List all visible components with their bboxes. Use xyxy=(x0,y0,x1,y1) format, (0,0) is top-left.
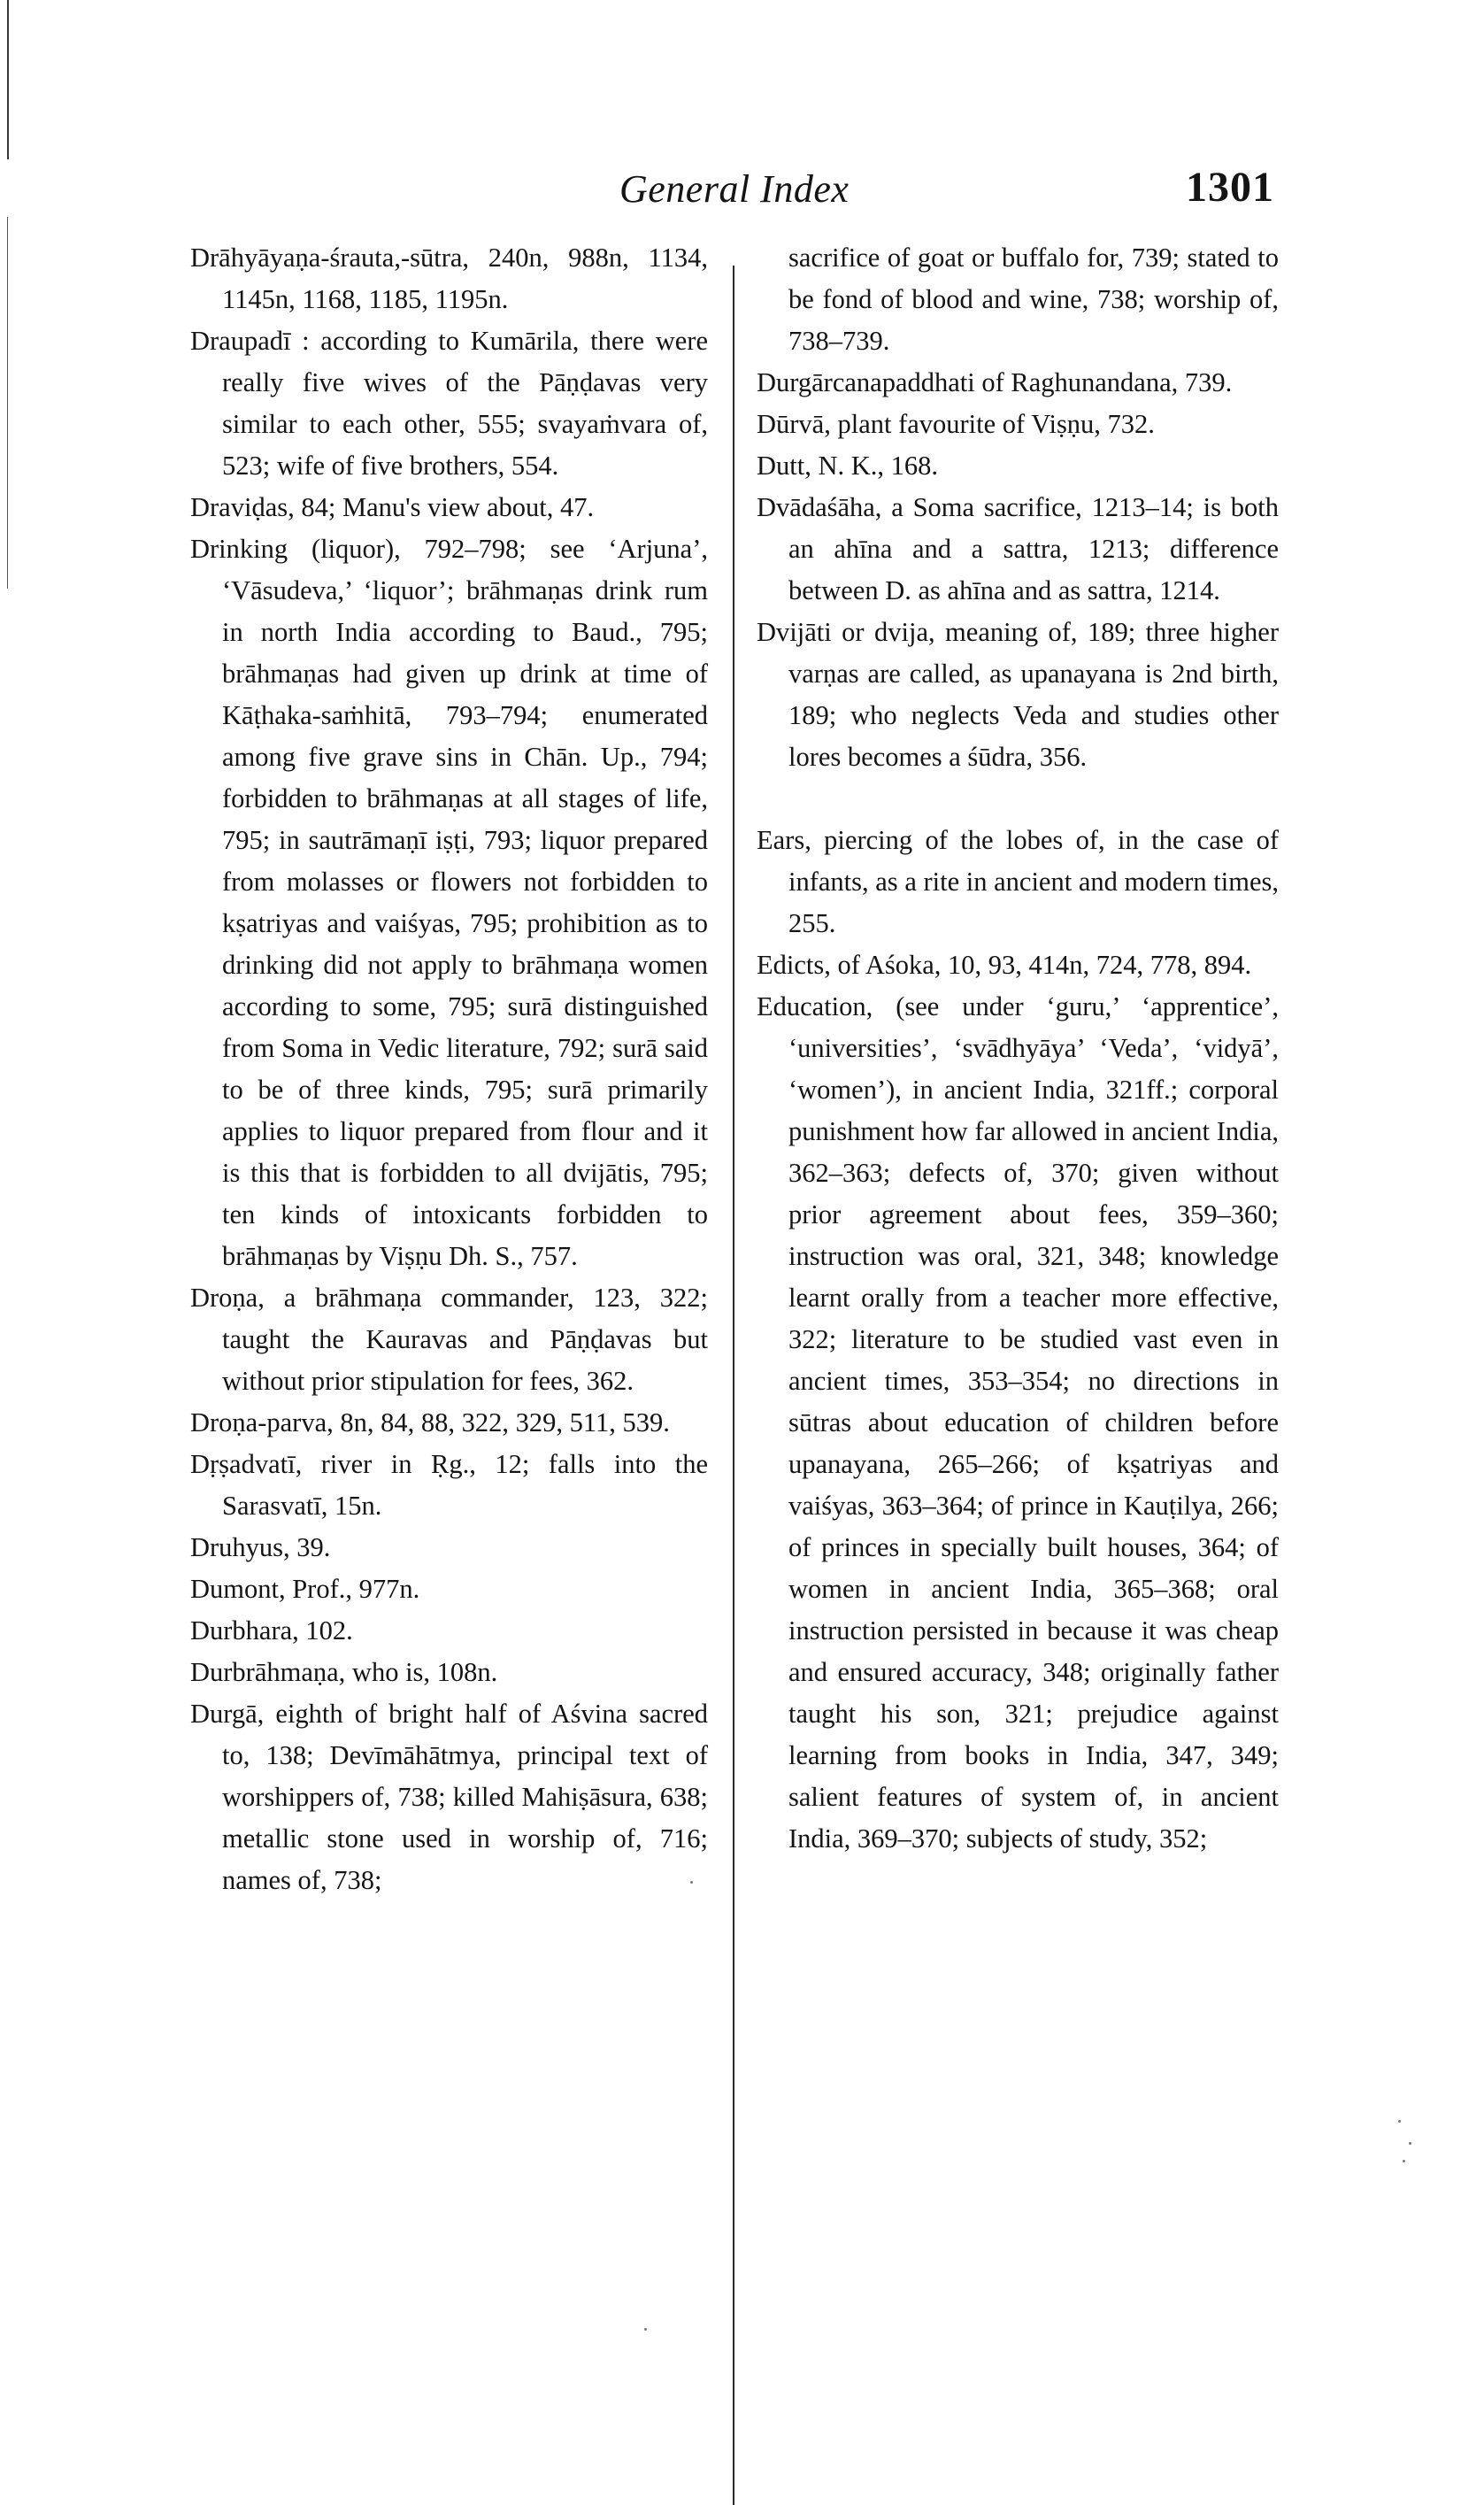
index-entry: Draviḍas, 84; Manu's view about, 47. xyxy=(190,492,595,522)
index-entry: Durbrāhmaṇa, who is, 108n. xyxy=(190,1657,498,1687)
index-entry: Durbhara, 102. xyxy=(190,1615,353,1646)
scan-edge-line xyxy=(7,0,9,159)
index-entry: Education, (see under ‘guru,’ ‘apprentice’, ‘universities’, ‘svādhyāya’ ‘Veda’, ‘vidyā’, ‘women’), in ancient India, 321ff.; corporal punishment how far allowed in ancient India, 362–363; defects of, 370; given without prior agreement about fees, 359–360; instruction was oral, 321, 348; knowledge learnt orally from a teacher more effective, 322; literature to be studied vast even in ancient times, 353–354; no directions in sūtras about education of children before upanayana, 265–266; of kṣatriyas and vaiśyas, 363–364; of prince in Kauṭilya, 266; of princes in specially built houses, 364; of women in ancient India, 365–368; oral instruction persisted in because it was cheap and ensured accuracy, 348; originally father taught his son, 321; prejudice against learning from books in India, 347, 349; salient features of system of, in ancient India, 369–370; subjects of study, 352; xyxy=(757,991,1279,1854)
index-entry: Droṇa-parva, 8n, 84, 88, 322, 329, 511, 539. xyxy=(190,1407,670,1437)
column-divider xyxy=(733,266,734,2505)
running-title: General Index xyxy=(619,167,850,211)
index-entry: Druhyus, 39. xyxy=(190,1532,331,1562)
index-column-left xyxy=(190,237,708,1901)
scan-edge-line xyxy=(7,217,8,589)
index-entry: Draupadī : according to Kumārila, there were really five wives of the Pāṇḍavas very similar to each other, 555; svayaṁvara of, 523; wife of five brothers, 554. xyxy=(190,326,708,481)
index-entry: Dvādaśāha, a Soma sacrifice, 1213–14; is both an ahīna and a sattra, 1213; difference between D. as ahīna and as sattra, 1214. xyxy=(757,492,1279,605)
scan-speck xyxy=(1398,2120,1401,2123)
index-column-right xyxy=(757,237,1279,1860)
index-entry: Dumont, Prof., 977n. xyxy=(190,1574,420,1604)
index-entry: Dutt, N. K., 168. xyxy=(757,451,939,481)
index-entry: Ears, piercing of the lobes of, in the case of infants, as a rite in ancient and modern times, 255. xyxy=(757,825,1279,938)
index-entry: Durgārcanapaddhati of Raghunandana, 739. xyxy=(757,367,1233,397)
index-entry: Dvijāti or dvija, meaning of, 189; three higher varṇas are called, as upanayana is 2nd birth, 189; who neglects Veda and studies other lores becomes a śūdra, 356. xyxy=(757,617,1279,772)
scan-speck xyxy=(1403,2160,1405,2162)
index-entry: Dṛṣadvatī, river in Ṛg., 12; falls into the Sarasvatī, 15n. xyxy=(190,1449,708,1521)
page-number: 1301 xyxy=(1186,164,1274,211)
running-head xyxy=(0,159,1484,221)
index-entry: Drāhyāyaṇa-śrauta,-sūtra, 240n, 988n, 1134, 1145n, 1168, 1185, 1195n. xyxy=(190,243,708,314)
scan-speck xyxy=(1409,2142,1411,2145)
index-entry-continuation: sacrifice of goat or buffalo for, 739; stated to be fond of blood and wine, 738; worship of, 738–739. xyxy=(788,243,1279,356)
index-entry: Durgā, eighth of bright half of Aśvina sacred to, 138; Devīmāhātmya, principal text of worshippers of, 738; killed Mahiṣāsura, 638; metallic stone used in worship of, 716; names of, 738; xyxy=(190,1699,708,1895)
index-entry: Dūrvā, plant favourite of Viṣṇu, 732. xyxy=(757,409,1155,439)
index-entry: Drinking (liquor), 792–798; see ‘Arjuna’, ‘Vāsudeva,’ ‘liquor’; brāhmaṇas drink rum in north India according to Baud., 795; brāhmaṇas had given up drink at time of Kāṭhaka-saṁhitā, 793–794; enumerated among five grave sins in Chān. Up., 794; forbidden to brāhmaṇas at all stages of life, 795; in sautrāmaṇī iṣṭi, 793; liquor prepared from molasses or flowers not forbidden to kṣatriyas and vaiśyas, 795; prohibition as to drinking did not apply to brāhmaṇa women according to some, 795; surā distinguished from Soma in Vedic literature, 792; surā said to be of three kinds, 795; surā primarily applies to liquor prepared from flour and it is this that is forbidden to all dvijātis, 795; ten kinds of intoxicants forbidden to brāhmaṇas by Viṣṇu Dh. S., 757. xyxy=(190,534,708,1271)
index-entry: Droṇa, a brāhmaṇa commander, 123, 322; taught the Kauravas and Pāṇḍavas but without prior stipulation for fees, 362. xyxy=(190,1283,708,1396)
scan-speck xyxy=(644,2328,647,2331)
scan-speck xyxy=(690,1881,693,1884)
index-entry: Edicts, of Aśoka, 10, 93, 414n, 724, 778, 894. xyxy=(757,950,1252,980)
